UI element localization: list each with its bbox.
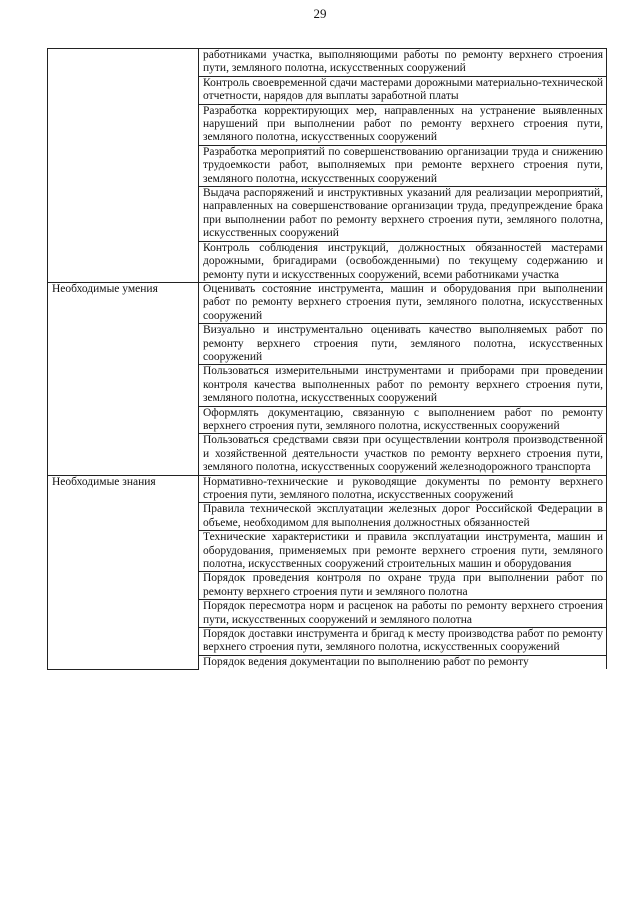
- table-cell: Контроль соблюдения инструкций, должностных обязанностей мастерами дорожными, бригадирами (освобожденными) по текущему содержанию и ремонту пути и искусственных сооружений, всеми работниками участка: [199, 241, 607, 282]
- table-cell: Порядок проведения контроля по охране труда при выполнении работ по ремонту верхнего строения пути и земляного полотна: [199, 572, 607, 600]
- table-cell: Порядок доставки инструмента и бригад к месту производства работ по ремонту верхнего строения пути, земляного полотна, искусственных сооружений: [199, 628, 607, 656]
- section-label-required-knowledge: Необходимые знания: [48, 475, 199, 669]
- table-cell: Разработка корректирующих мер, направленных на устранение выявленных нарушений при выполнении работ по ремонту верхнего строения пути, земляного полотна, искусственных сооружений: [199, 104, 607, 145]
- table-cell: Правила технической эксплуатации железных дорог Российской Федерации в объеме, необходимом для выполнения должностных обязанностей: [199, 503, 607, 531]
- section-label-required-skills: Необходимые умения: [48, 282, 199, 475]
- table-cell: Технические характеристики и правила эксплуатации инструмента, машин и оборудования, применяемых при ремонте верхнего строения пути, земляного полотна, искусственных сооружений строительных машин и оборудования: [199, 531, 607, 572]
- page-number: 29: [313, 6, 327, 21]
- table-row: [48, 282, 607, 323]
- table-cell: Оформлять документацию, связанную с выполнением работ по ремонту верхнего строения пути, земляного полотна, искусственных сооружений: [199, 406, 607, 434]
- competency-table: [47, 48, 607, 670]
- table-row: [48, 49, 607, 77]
- table-row: [48, 475, 607, 503]
- table-cell: Контроль своевременной сдачи мастерами дорожными материально-технической отчетности, нарядов для выплаты заработной платы: [199, 76, 607, 104]
- table-cell: работниками участка, выполняющими работы по ремонту верхнего строения пути, земляного полотна, искусственных сооружений: [199, 49, 607, 77]
- section-label-labor-actions: [48, 49, 199, 283]
- table-cell: Визуально и инструментально оценивать качество выполняемых работ по ремонту верхнего строения пути, земляного полотна, искусственных сооружений: [199, 324, 607, 365]
- table-cell: Порядок ведения документации по выполнению работ по ремонту: [199, 655, 607, 669]
- table-cell: Оценивать состояние инструмента, машин и оборудования при выполнении работ по ремонту верхнего строения пути, земляного полотна, искусственных сооружений: [199, 282, 607, 323]
- table-cell: Пользоваться измерительными инструментами и приборами при проведении контроля качества выполненных работ по ремонту верхнего строения пути, земляного полотна, искусственных сооружений: [199, 365, 607, 406]
- table-cell: Выдача распоряжений и инструктивных указаний для реализации мероприятий, направленных на совершенствование организации труда, предупреждение брака при выполнении работ по ремонту верхнего строения пути, земляного полотна, искусственных сооружений: [199, 187, 607, 242]
- table-cell: Порядок пересмотра норм и расценок на работы по ремонту верхнего строения пути, искусственных сооружений и земляного полотна: [199, 600, 607, 628]
- table-cell: Разработка мероприятий по совершенствованию организации труда и снижению трудоемкости работ, выполняемых при ремонте верхнего строения пути, земляного полотна, искусственных сооружений: [199, 145, 607, 186]
- table-cell: Нормативно-технические и руководящие документы по ремонту верхнего строения пути, земляного полотна, искусственных сооружений: [199, 475, 607, 503]
- table-cell: Пользоваться средствами связи при осуществлении контроля производственной и хозяйственной деятельности участков по ремонту верхнего строения пути, земляного полотна, искусственных сооружений железнодорожного транспорта: [199, 434, 607, 475]
